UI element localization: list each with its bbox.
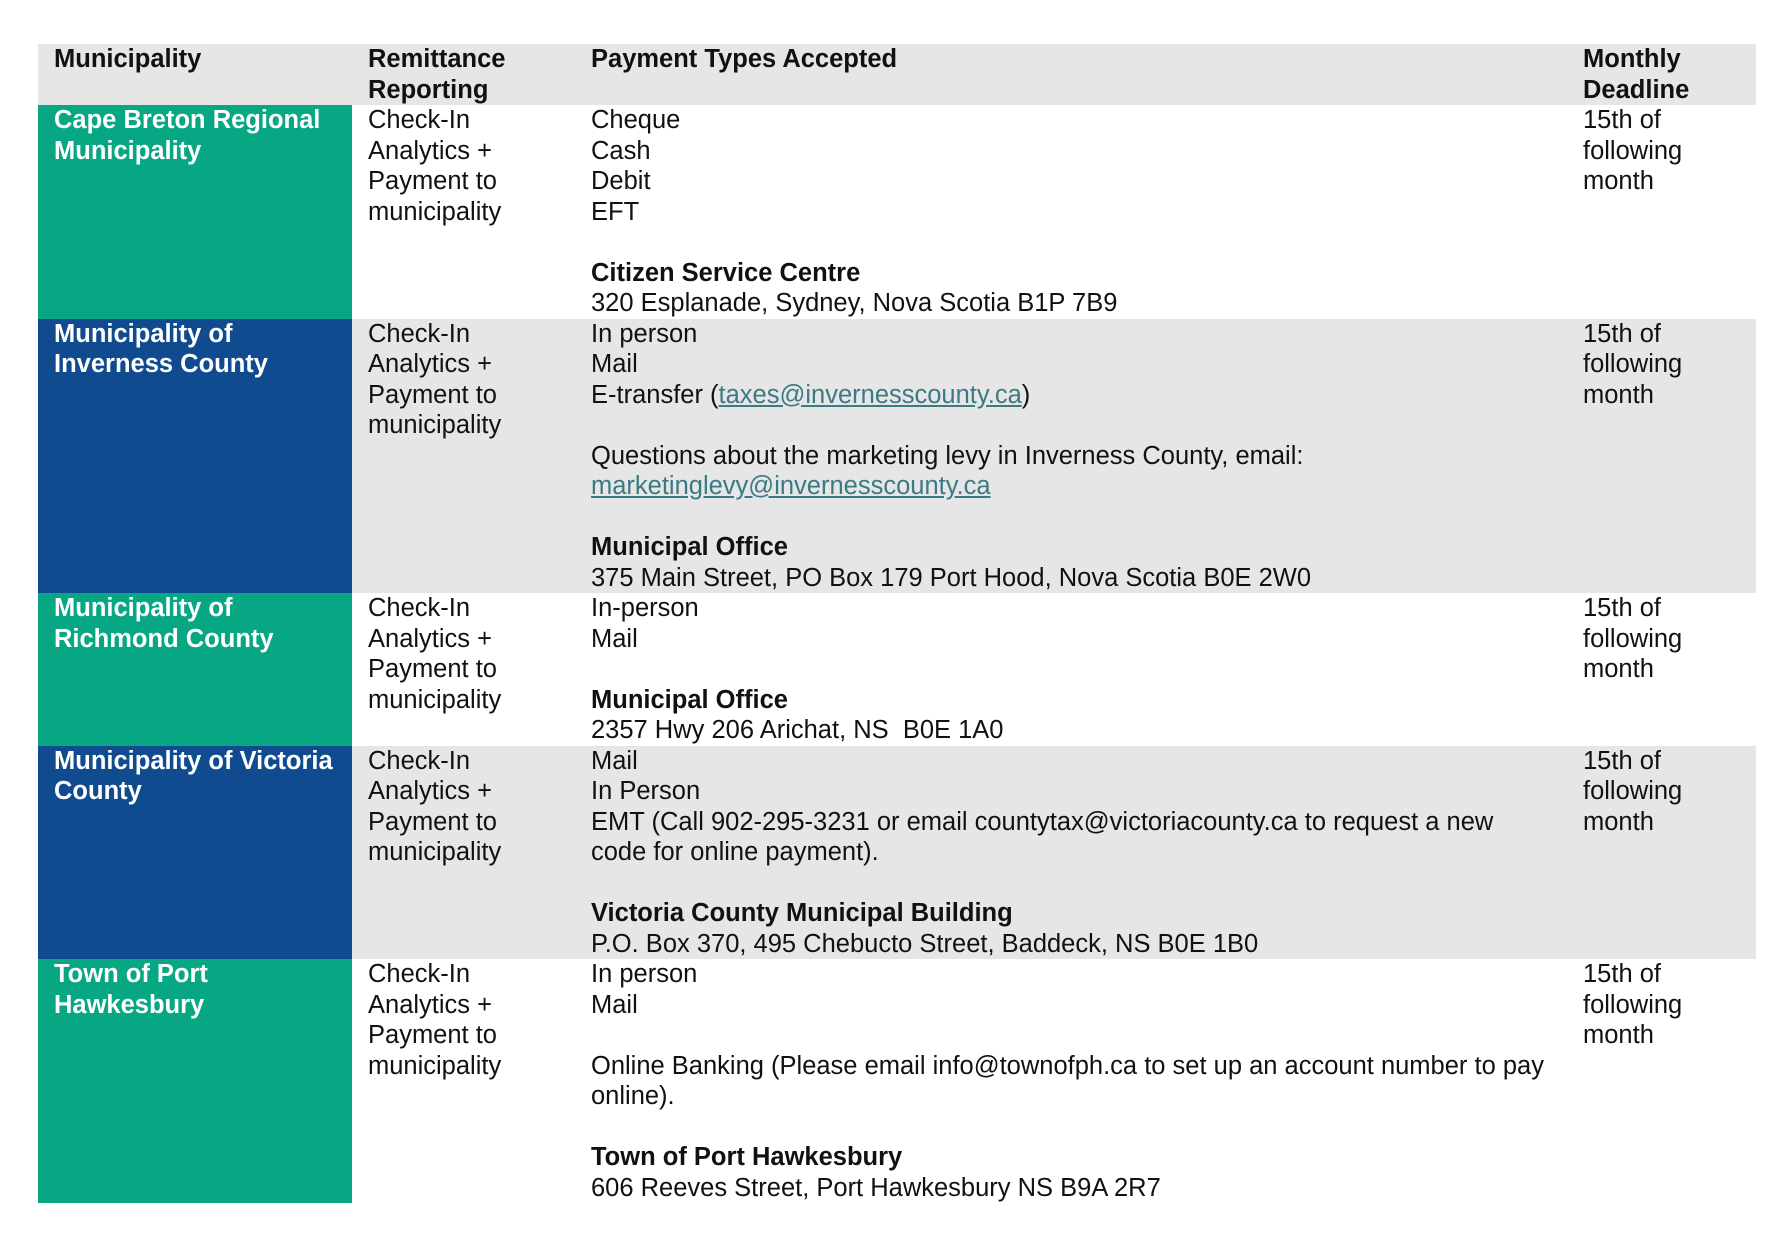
spacer <box>591 868 1555 899</box>
marketing-levy-email-link[interactable]: marketinglevy@invernesscounty.ca <box>591 472 991 500</box>
municipality-name: Cape Breton Regional Municipality <box>38 105 352 319</box>
payment-types <box>575 746 1567 960</box>
header-remittance-reporting: Remittance Reporting <box>352 44 575 105</box>
table-row <box>38 105 1756 319</box>
taxes-email-link[interactable]: taxes@invernesscounty.ca <box>718 380 1022 409</box>
office-address: 606 Reeves Street, Port Hawkesbury NS B9A 2R7 <box>591 1173 1161 1202</box>
etransfer-prefix: E-transfer ( <box>591 380 719 409</box>
payment-line: In-person <box>591 594 699 622</box>
municipality-name: Municipality of Inverness County <box>38 319 352 594</box>
payment-line: Mail <box>591 350 638 378</box>
spacer <box>591 410 1555 441</box>
spacer <box>591 1112 1555 1143</box>
payment-line: Cash <box>591 136 651 165</box>
monthly-deadline: 15th of following month <box>1583 594 1683 683</box>
payment-line: In person <box>591 960 698 988</box>
payment-line: EFT <box>591 197 640 226</box>
office-address: 320 Esplanade, Sydney, Nova Scotia B1P 7B9 <box>591 289 1118 317</box>
payment-line <box>591 380 1555 411</box>
remittance-reporting: Check-In Analytics + Payment to municipality <box>368 594 502 714</box>
monthly-deadline: 15th of following month <box>1583 960 1683 1049</box>
remittance-reporting: Check-In Analytics + Payment to municipality <box>352 319 575 594</box>
table-row <box>38 319 1756 594</box>
payment-types <box>575 105 1567 319</box>
online-banking-text: Online Banking (Please email info@townofph.ca to set up an account number to pay online). <box>591 1051 1544 1110</box>
monthly-deadline: 15th of following month <box>1567 746 1756 960</box>
office-name: Municipal Office <box>591 685 788 714</box>
questions-text: Questions about the marketing levy in Inverness County, email: <box>591 441 1304 470</box>
monthly-deadline: 15th of following month <box>1567 319 1756 594</box>
payment-types <box>575 319 1567 594</box>
header-municipality: Municipality <box>38 44 352 105</box>
payment-line: Cheque <box>591 106 681 134</box>
office-address: P.O. Box 370, 495 Chebucto Street, Baddeck, NS B0E 1B0 <box>591 929 1259 958</box>
municipality-name: Municipality of Victoria County <box>38 746 352 960</box>
office-name: Town of Port Hawkesbury <box>591 1143 903 1171</box>
etransfer-suffix: ) <box>1021 380 1031 409</box>
remittance-reporting: Check-In Analytics + Payment to municipality <box>368 960 502 1080</box>
spacer <box>591 654 1555 685</box>
header-monthly-deadline: Monthly Deadline <box>1567 44 1756 105</box>
payment-types <box>575 959 1567 1203</box>
spacer <box>591 502 1555 533</box>
office-address: 2357 Hwy 206 Arichat, NS B0E 1A0 <box>591 716 1004 744</box>
payment-types <box>575 593 1567 746</box>
payment-line: Mail <box>591 624 638 653</box>
payment-line: Mail <box>591 746 638 775</box>
payment-line: EMT (Call 902-295-3231 or email countytax@victoriacounty.ca to request a new code for online payment). <box>591 807 1494 866</box>
office-name: Victoria County Municipal Building <box>591 899 1013 927</box>
header-payment-types: Payment Types Accepted <box>575 44 1567 105</box>
remittance-reporting: Check-In Analytics + Payment to municipality <box>368 106 502 226</box>
table-row <box>38 959 1756 1203</box>
spacer <box>591 227 1555 258</box>
monthly-deadline: 15th of following month <box>1583 106 1683 195</box>
payment-line: In Person <box>591 777 701 805</box>
office-name: Citizen Service Centre <box>591 258 861 287</box>
office-address: 375 Main Street, PO Box 179 Port Hood, Nova Scotia B0E 2W0 <box>591 563 1312 592</box>
payment-line: Mail <box>591 990 638 1019</box>
payment-line: Debit <box>591 167 651 195</box>
office-name: Municipal Office <box>591 533 788 561</box>
payment-line: In person <box>591 319 698 348</box>
table-row <box>38 593 1756 746</box>
municipality-name: Town of Port Hawkesbury <box>38 959 352 1203</box>
remittance-reporting: Check-In Analytics + Payment to municipality <box>352 746 575 960</box>
spacer <box>591 1020 1555 1051</box>
table-row <box>38 746 1756 960</box>
table-header-row <box>38 44 1756 105</box>
municipality-remittance-table <box>38 44 1756 1203</box>
municipality-name: Municipality of Richmond County <box>38 593 352 746</box>
